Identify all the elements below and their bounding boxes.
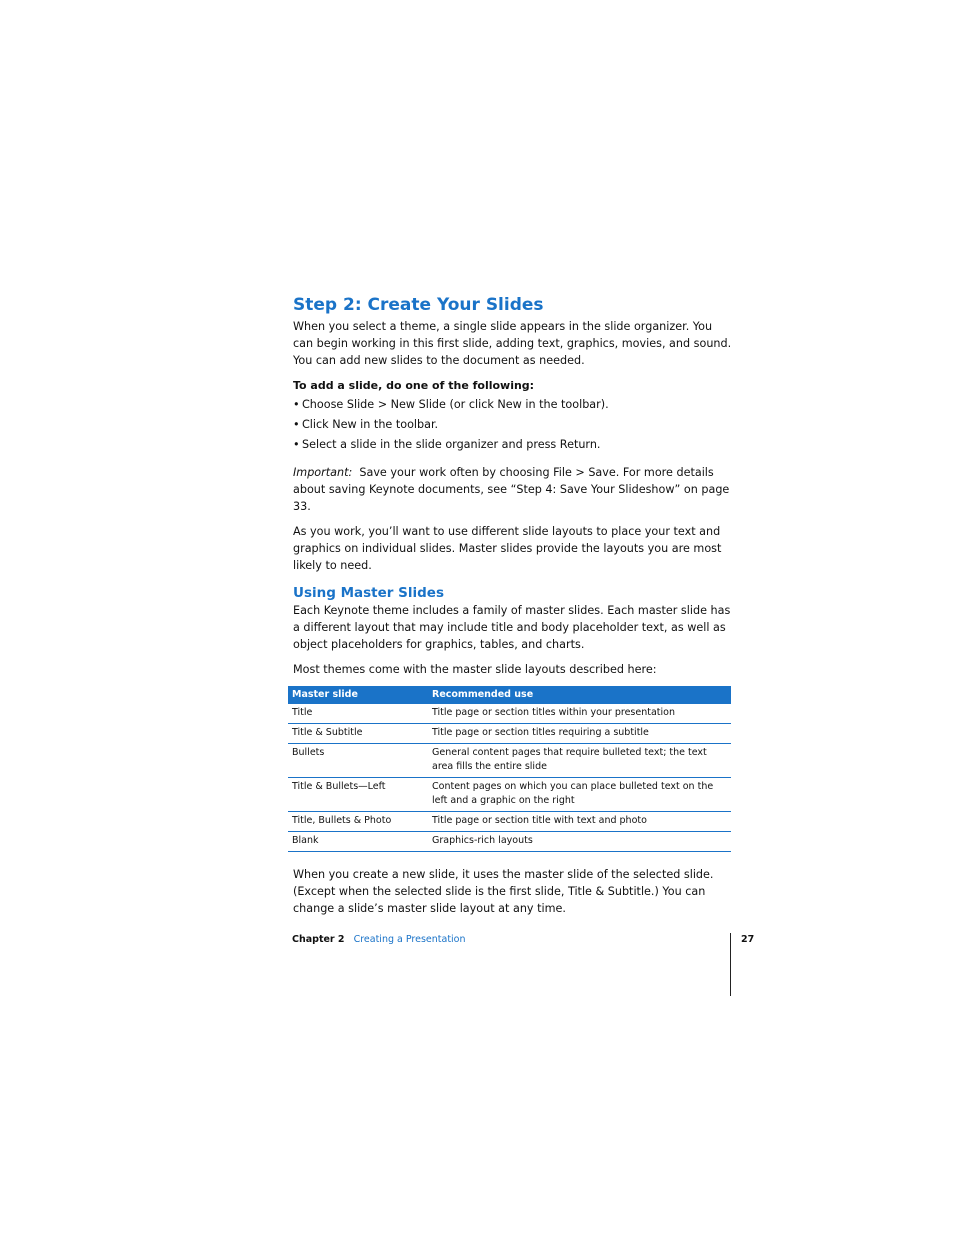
list-item: • Click New in the toolbar. [293, 415, 733, 435]
chapter-label: Chapter 2 [292, 934, 345, 945]
step-label: Step 2: [293, 295, 362, 315]
table-cell: Blank [288, 832, 428, 852]
page-number: 27 [741, 934, 755, 945]
table-header-row [288, 686, 731, 704]
column-header: Master slide [288, 686, 428, 704]
table-cell: Title [288, 704, 428, 724]
table-cell: Title page or section titles within your presentation [428, 704, 731, 724]
step-title: Create Your Slides [367, 295, 544, 315]
new-slide-paragraph: When you create a new slide, it uses the master slide of the selected slide. (Except when the selected slide is the first slide, Title & Subtitle.) You can change a slide’s master slide layout at any time. [293, 868, 714, 915]
bullet-glyph: • [293, 438, 300, 451]
master-slide-table [288, 686, 731, 852]
layouts-paragraph: As you work, you’ll want to use different slide layouts to place your text and graphics on individual slides. Master slides provide the layouts you are most likely to need. [293, 525, 722, 572]
footer-divider [730, 933, 731, 996]
table-cell: Graphics-rich layouts [428, 832, 731, 852]
chapter-title: Creating a Presentation [353, 934, 466, 945]
bullet-list [293, 395, 733, 455]
table-row [288, 832, 731, 852]
table-row [288, 724, 731, 744]
table-row [288, 812, 731, 832]
table-cell: Title & Subtitle [288, 724, 428, 744]
master-slides-paragraph: Each Keynote theme includes a family of master slides. Each master slide has a different layout that may include title and body placeholder text, as well as object placeholders for graphics, tables, and charts. [293, 604, 731, 651]
bullet-glyph: • [293, 418, 300, 431]
list-item: • Choose Slide > New Slide (or click New in the toolbar). [293, 395, 733, 415]
table-cell: Title page or section title with text and photo [428, 812, 731, 832]
subsection-heading: Using Master Slides [293, 585, 444, 601]
important-label: Important: [293, 466, 353, 479]
layouts-intro-paragraph: Most themes come with the master slide layouts described here: [293, 663, 657, 676]
page-content [293, 292, 733, 925]
table-cell: General content pages that require bulleted text; the text area fills the entire slide [428, 744, 731, 778]
table-row [288, 704, 731, 724]
intro-paragraph: When you select a theme, a single slide appears in the slide organizer. You can begin working in this first slide, adding text, graphics, movies, and sound. You can add new slides to the document as needed. [293, 320, 732, 367]
column-header: Recommended use [428, 686, 731, 704]
section-heading [293, 292, 733, 318]
table-cell: Bullets [288, 744, 428, 778]
table-cell: Title & Bullets—Left [288, 778, 428, 812]
table-cell: Content pages on which you can place bulleted text on the left and a graphic on the right [428, 778, 731, 812]
task-heading: To add a slide, do one of the following: [293, 379, 535, 392]
bullet-glyph: • [293, 398, 300, 411]
table-row [288, 744, 731, 778]
table-cell: Title page or section titles requiring a subtitle [428, 724, 731, 744]
important-note [293, 464, 733, 515]
list-item: • Select a slide in the slide organizer and press Return. [293, 435, 733, 455]
important-text: Save your work often by choosing File > Save. For more details about saving Keynote documents, see “Step 4: Save Your Slideshow” on page 33. [293, 466, 730, 513]
table-cell: Title, Bullets & Photo [288, 812, 428, 832]
page-footer [292, 932, 732, 948]
table-row [288, 778, 731, 812]
